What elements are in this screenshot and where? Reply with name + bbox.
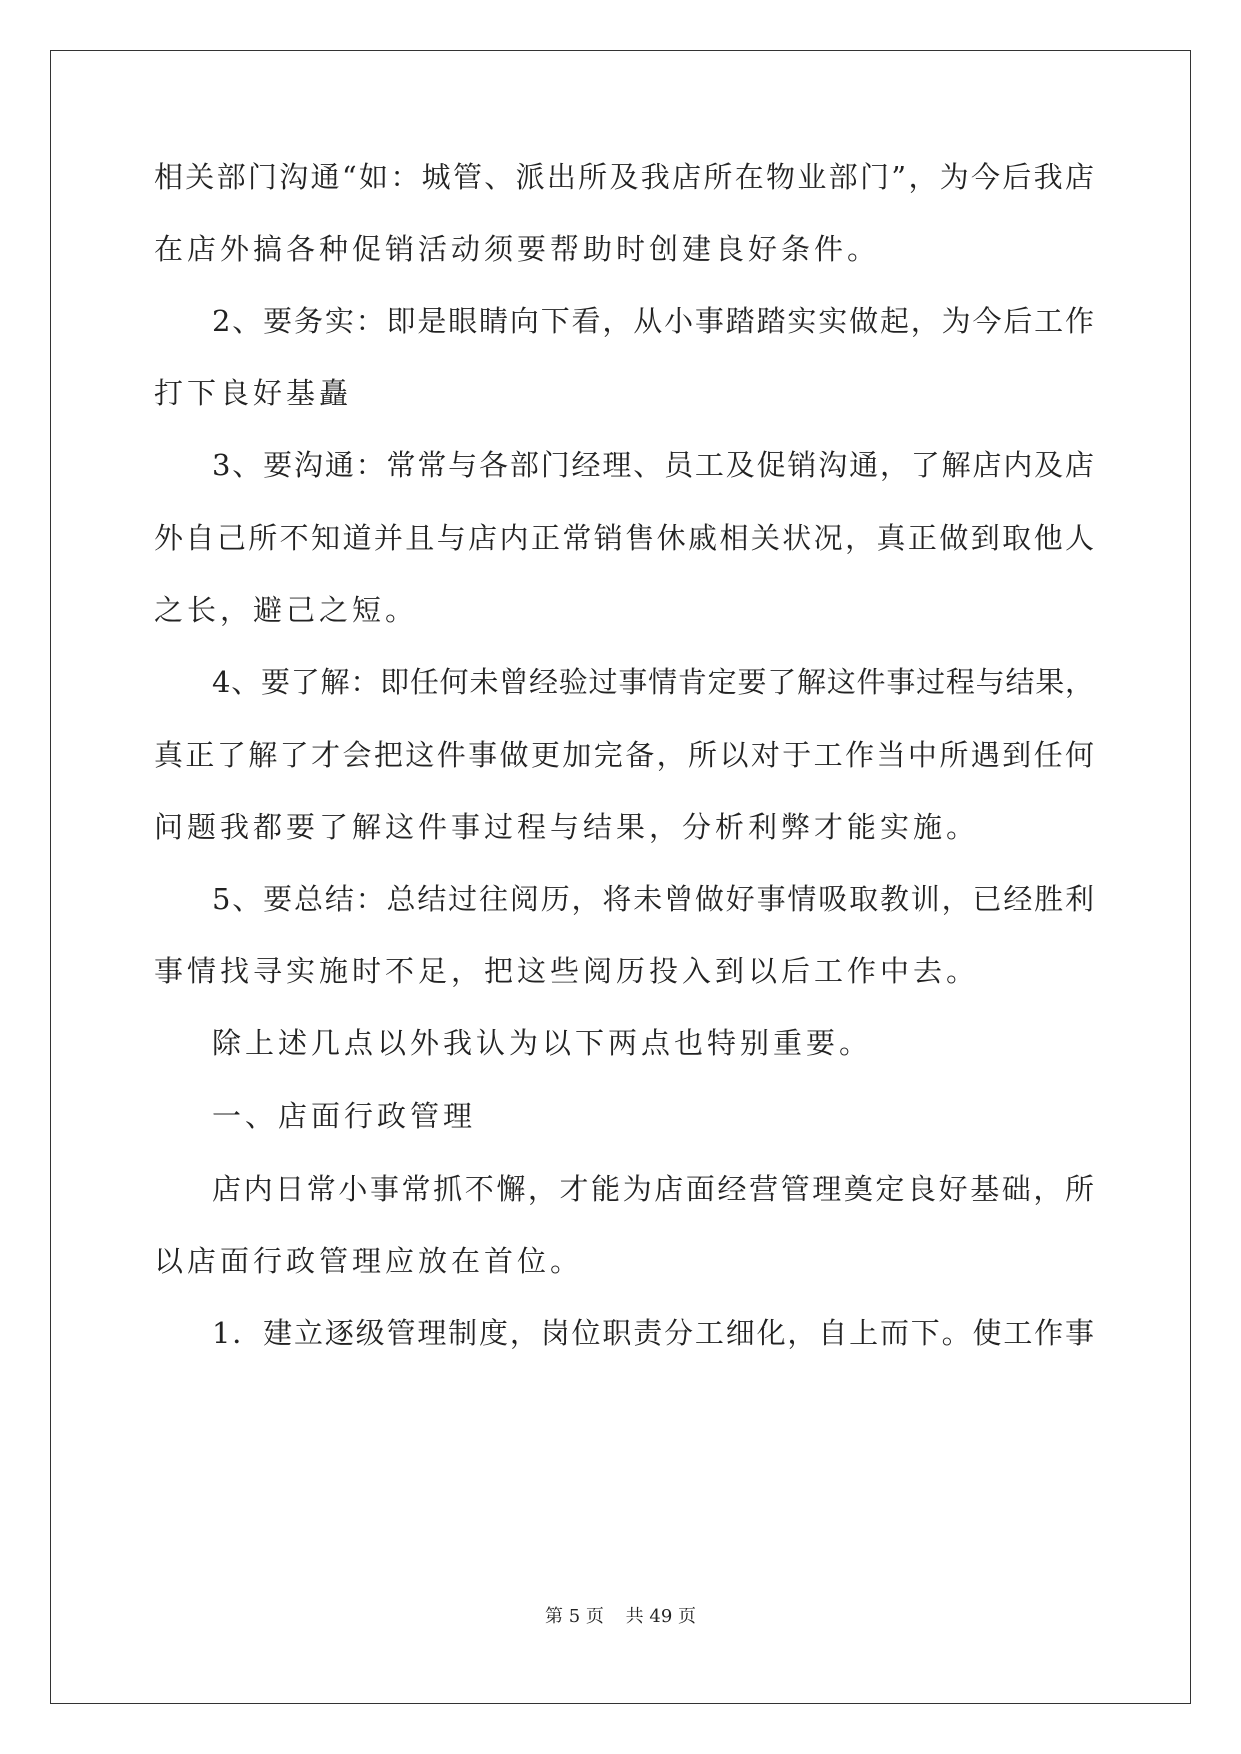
text-line: 以店面行政管理应放在首位。 [154,1244,584,1278]
text-line: 真正了解了才会把这件事做更加完备，所以对于工作当中所遇到任何 [154,738,1094,772]
text-line: 外自己所不知道并且与店内正常销售休戚相关状况，真正做到取他人 [154,521,1094,555]
page-border [50,50,1191,1704]
page-footer [0,1602,1241,1628]
text-line: 5、要总结：总结过往阅历，将未曾做好事情吸取教训，已经胜利 [212,882,1094,916]
text-line: 1．建立逐级管理制度，岗位职责分工细化，自上而下。使工作事 [212,1316,1094,1350]
page-total: 共 49 页 [625,1606,696,1627]
text-line: 事情找寻实施时不足，把这些阅历投入到以后工作中去。 [154,954,980,988]
text-line: 相关部门沟通“如：城管、派出所及我店所在物业部门”，为今后我店 [154,160,1094,194]
section-heading: 一、店面行政管理 [212,1099,477,1133]
text-line: 除上述几点以外我认为以下两点也特别重要。 [212,1026,873,1060]
text-line: 店内日常小事常抓不懈，才能为店面经营管理奠定良好基础，所 [212,1172,1094,1206]
text-line: 2、要务实：即是眼睛向下看，从小事踏踏实实做起，为今后工作 [212,304,1094,338]
text-line: 打下良好基矗 [154,376,353,410]
text-line: 问题我都要了解这件事过程与结果，分析利弊才能实施。 [154,810,980,844]
text-line: 4、要了解：即任何未曾经验过事情肯定要了解这件事过程与结果， [212,665,1094,699]
text-line: 之长，避己之短。 [154,593,419,627]
page-number: 第 5 页 [545,1606,604,1627]
text-line: 3、要沟通：常常与各部门经理、员工及促销沟通，了解店内及店 [212,448,1094,482]
text-line: 在店外搞各种促销活动须要帮助时创建良好条件。 [154,232,881,266]
